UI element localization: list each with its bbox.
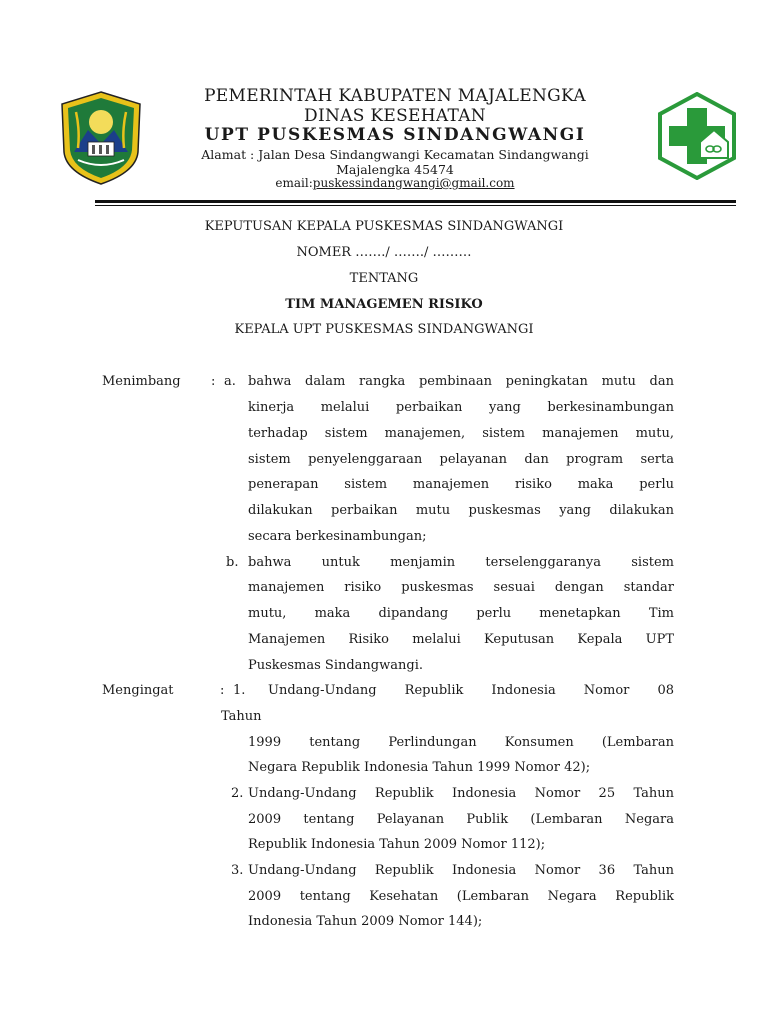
mengingat-2-line: 2009 tentang Pelayanan Publik (Lembaran Negara: [248, 812, 674, 827]
mengingat-3-line: Undang-Undang Republik Indonesia Nomor 36 Tahun: [248, 863, 674, 878]
mengingat-1-line: Undang-Undang Republik Indonesia Nomor 08: [268, 683, 674, 698]
mengingat-2-line: Undang-Undang Republik Indonesia Nomor 25 Tahun: [248, 786, 674, 801]
kop-address: Alamat : Jalan Desa Sindangwangi Kecamatan Sindangwangi: [201, 147, 589, 162]
mengingat-colon: :: [220, 683, 225, 698]
menimbang-a-line: bahwa dalam rangka pembinaan peningkatan mutu dan: [248, 374, 674, 389]
menimbang-b-line: mutu, maka dipandang perlu menetapkan Tim: [248, 606, 674, 621]
kop-line-dinas: DINAS KESEHATAN: [304, 106, 486, 126]
majalengka-emblem-icon: [58, 90, 144, 186]
menimbang-colon: :: [211, 374, 216, 389]
menimbang-b-line: bahwa untuk menjamin terselenggaranya sistem: [248, 555, 674, 570]
kop-divider-thick: [95, 200, 736, 203]
kop-postal: Majalengka 45474: [336, 162, 454, 177]
mengingat-3-marker: 3.: [231, 863, 244, 878]
menimbang-b-line: Puskesmas Sindangwangi.: [248, 658, 423, 673]
menimbang-a-line: penerapan sistem manajemen risiko maka perlu: [248, 477, 674, 492]
mengingat-3-line: 2009 tentang Kesehatan (Lembaran Negara Republik: [248, 889, 674, 904]
mengingat-2-marker: 2.: [231, 786, 244, 801]
menimbang-b-line: manajemen risiko puskesmas sesuai dengan standar: [248, 580, 674, 595]
decree-number: NOMER ……./ ……./ ………: [296, 245, 472, 260]
mengingat-1-marker: 1.: [233, 683, 246, 698]
kop-email: [150, 176, 640, 190]
mengingat-2-line: Republik Indonesia Tahun 2009 Nomor 112);: [248, 837, 546, 852]
mengingat-label: Mengingat: [102, 683, 174, 698]
kop-line-pemerintah: PEMERINTAH KABUPATEN MAJALENGKA: [204, 86, 586, 106]
menimbang-b-line: Manajemen Risiko melalui Keputusan Kepala UPT: [248, 632, 674, 647]
mengingat-1-line: 1999 tentang Perlindungan Konsumen (Lembaran: [248, 735, 674, 750]
decree-title: KEPUTUSAN KEPALA PUSKESMAS SINDANGWANGI: [204, 219, 564, 234]
menimbang-a-line: dilakukan perbaikan mutu puskesmas yang dilakukan: [248, 503, 674, 518]
puskesmas-cross-logo-icon: [656, 92, 738, 180]
menimbang-a-line: kinerja melalui perbaikan yang berkesinambungan: [248, 400, 674, 415]
menimbang-a-line: terhadap sistem manajemen, sistem manajemen mutu,: [248, 426, 674, 441]
kop-divider-thin: [95, 205, 736, 206]
menimbang-label: Menimbang: [102, 374, 181, 389]
kop-line-upt: UPT PUSKESMAS SINDANGWANGI: [204, 125, 586, 145]
decree-issuer: KEPALA UPT PUSKESMAS SINDANGWANGI: [234, 322, 534, 337]
mengingat-3-line: Indonesia Tahun 2009 Nomor 144);: [248, 914, 483, 929]
mengingat-1-wrap: Tahun: [221, 709, 262, 724]
decree-subject: TIM MANAGEMEN RISIKO: [285, 297, 483, 312]
mengingat-1-line: Negara Republik Indonesia Tahun 1999 Nomor 42);: [248, 760, 591, 775]
menimbang-b-marker: b.: [226, 555, 239, 570]
email-link[interactable]: puskessindangwangi@gmail.com: [312, 176, 515, 190]
menimbang-a-line: sistem penyelenggaraan pelayanan dan program serta: [248, 452, 674, 467]
menimbang-a-marker: a.: [224, 374, 236, 389]
email-label: email:: [275, 176, 313, 190]
menimbang-a-line: secara berkesinambungan;: [248, 529, 427, 544]
decree-about: TENTANG: [349, 271, 419, 286]
